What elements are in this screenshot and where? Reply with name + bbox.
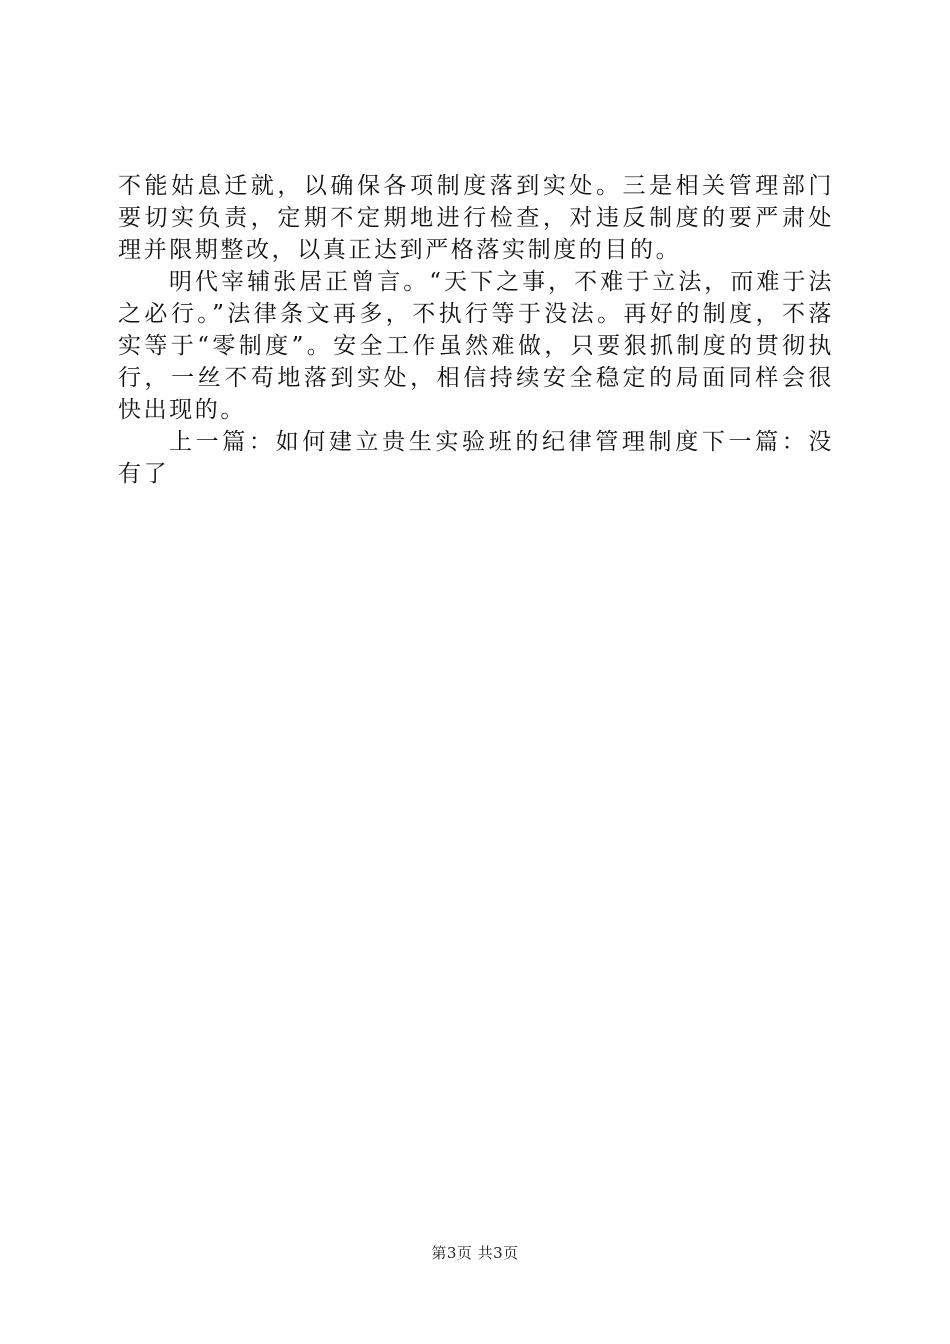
- document-body: [118, 170, 834, 490]
- prev-next-links[interactable]: 上一篇：如何建立贵生实验班的纪律管理制度下一篇：没有了: [118, 429, 834, 487]
- paragraph-continuation: 不能姑息迁就，以确保各项制度落到实处。三是相关管理部门要切实负责，定期不定期地进行检查，对违反制度的要严肃处理并限期整改，以真正达到严格落实制度的目的。: [118, 173, 834, 263]
- page-footer: 第3页 共3页: [431, 1244, 519, 1262]
- paragraph-zhang-juzheng-quote: 明代宰辅张居正曾言。“天下之事，不难于立法，而难于法之必行。”法律条文再多，不执行等于没法。再好的制度，不落实等于“零制度”。安全工作虽然难做，只要狠抓制度的贯彻执行，一丝不苟地落到实处，相信持续安全稳定的局面同样会很快出现的。: [118, 269, 834, 423]
